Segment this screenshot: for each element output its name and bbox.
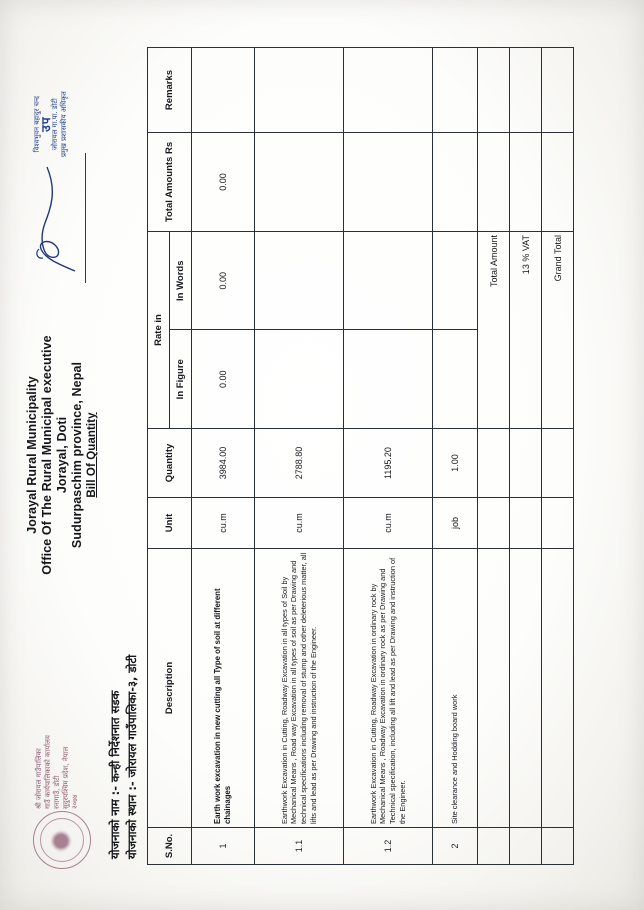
cell-rate-words [433, 232, 478, 331]
header-line-1: Jorayal Rural Municipality [25, 376, 39, 534]
cell-total: 0.00 [192, 133, 255, 232]
col-header-in-figure: In Figure [170, 330, 192, 429]
header-line-2: Office Of The Rural Municipal executive [40, 335, 54, 575]
seal-text [35, 735, 80, 809]
cell-quantity: 2788.80 [255, 429, 344, 498]
approval-stamp-line3: प्रमुख प्रशासकीय अधिकृत [60, 91, 68, 157]
summary-row-grand-total [542, 48, 574, 865]
summary-value [542, 133, 574, 232]
summary-remarks [542, 48, 574, 133]
office-seal-stamp [29, 735, 99, 869]
project-name-row [107, 655, 124, 859]
cell-rate-figure [344, 330, 433, 429]
cell-description: Earthwork Excavation in Cutting, Roadway Excavation in ordinary rock by Mechanical Means , Roadway Excavation in ordinary rock as per Drawing and Technical specification, including all lift and lead as per Drawing and instruction of the Engineer. [344, 549, 433, 828]
header-line-5: Bill Of Quantity [86, 412, 98, 498]
signature-line [85, 153, 86, 283]
cell-remarks [433, 48, 478, 133]
cell-unit: cu.m [192, 498, 255, 549]
cell-rate-words [344, 232, 433, 331]
summary-row-total-amount [478, 48, 510, 865]
approval-stamp-big: उप [39, 116, 53, 132]
document-sheet [15, 15, 629, 895]
summary-label: Grand Total [542, 232, 574, 429]
approval-stamp-line2: जोरायल गा.पा. डोटी [51, 98, 59, 151]
table-row [255, 48, 344, 865]
table-header-group-row [148, 48, 170, 865]
cell-quantity: 3984.00 [192, 429, 255, 498]
col-header-rate-in: Rate in [148, 232, 170, 429]
cell-remarks [255, 48, 344, 133]
summary-value [510, 133, 542, 232]
table-row [192, 48, 255, 865]
summary-label: 13 % VAT [510, 232, 542, 429]
cell-quantity: 1195.20 [344, 429, 433, 498]
cell-unit: cu.m [255, 498, 344, 549]
summary-remarks [478, 48, 510, 133]
col-header-total-amounts: Total Amounts Rs [148, 133, 192, 232]
cell-rate-figure: 0.00 [192, 330, 255, 429]
table-row [433, 48, 478, 865]
cell-description: Site clearance and Hodding board work [433, 549, 478, 828]
project-name-value: कन्ही निर्देशनात सडक [108, 690, 122, 782]
cell-total [433, 133, 478, 232]
approval-stamp-line1: विश्वभुवन बहादुर चन्द [33, 96, 41, 153]
cell-remarks [192, 48, 255, 133]
cell-total [344, 133, 433, 232]
seal-icon [33, 811, 91, 869]
cell-rate-words: 0.00 [192, 232, 255, 331]
seal-text-line3: रनागाउँ, डोटी [53, 775, 61, 809]
cell-total [255, 133, 344, 232]
project-place-row [124, 655, 141, 859]
seal-text-line2: गाउँ कार्यपालिकाको कार्यालय [44, 735, 52, 809]
summary-row-vat [510, 48, 542, 865]
bill-of-quantity-table [147, 47, 574, 865]
col-header-unit: Unit [148, 498, 192, 549]
cell-rate-figure [433, 330, 478, 429]
cell-unit: job [433, 498, 478, 549]
header-line-4: Sudurpaschim province, Nepal [70, 361, 84, 549]
seal-text-line4: सुदुरपश्चिम प्रदेश, नेपाल [62, 746, 70, 809]
cell-rate-words [255, 232, 344, 331]
cell-description: Earth work excavation in new cutting all Type of soil at different chainages [192, 549, 255, 828]
cell-rate-figure [255, 330, 344, 429]
seal-text-line1: श्री जोरायल गाउँपालिका [35, 748, 43, 809]
cell-quantity: 1.00 [433, 429, 478, 498]
col-header-quantity: Quantity [148, 429, 192, 498]
col-header-description: Description [148, 549, 192, 828]
project-place-label: योजनाको स्थान :- [125, 781, 139, 859]
col-header-in-words: In Words [170, 232, 192, 331]
cell-sno: 2 [433, 828, 478, 865]
cell-unit: cu.m [344, 498, 433, 549]
cell-sno: 1.1 [255, 828, 344, 865]
project-name-label: योजनाको नाम :- [108, 786, 122, 859]
project-info [107, 655, 141, 859]
seal-text-line5: २०७४ [71, 794, 79, 809]
approval-stamp [33, 91, 69, 157]
table-row [344, 48, 433, 865]
handwritten-signature [31, 159, 83, 279]
col-header-sno: S.No. [148, 828, 192, 865]
summary-remarks [510, 48, 542, 133]
header-line-3: Jorayal, Doti [55, 416, 69, 494]
cell-sno: 1.2 [344, 828, 433, 865]
col-header-remarks: Remarks [148, 48, 192, 133]
signature-block [31, 53, 127, 283]
cell-sno: 1 [192, 828, 255, 865]
summary-value [478, 133, 510, 232]
summary-label: Total Amount [478, 232, 510, 429]
cell-remarks [344, 48, 433, 133]
project-place-value: जोरायल गाउँपालिका-३, डोटी [125, 654, 139, 778]
cell-description: Earthwork Excavation in Cutting, Roadway Excavation in all types of Soil by Mechanical Means , Road way Excavation in all types of soil as per Drawing and technical specifications including removal of stump and other deleterious matter, all lifts and lead as per Drawing and instruction of the Engineer. [255, 549, 344, 828]
